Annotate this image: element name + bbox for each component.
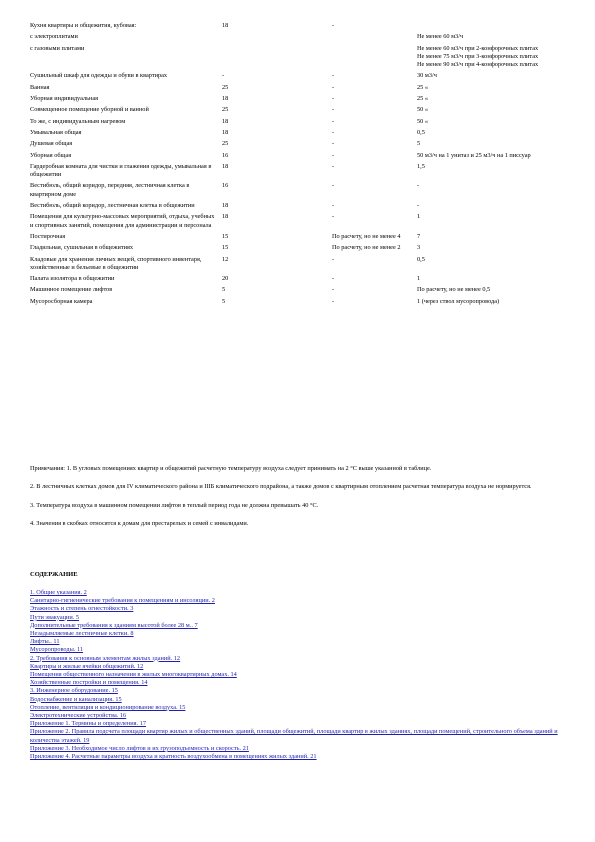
table-row [30,118,575,129]
cell-temperature: 18 [222,95,229,103]
cell-exhaust: По расчету, но не менее 4 [332,232,401,240]
cell-air-exchange: 25 « [417,83,429,91]
cell-room-name: Вестибюль, общий коридор, передняя, лестничная клетка в квартирном доме [30,182,190,198]
table-of-contents [30,589,575,761]
table-row [30,95,575,106]
cell-room-name: Уборная общая [30,151,72,159]
table-row [30,33,575,44]
toc-link[interactable]: Приложение 3. Необходимое число лифтов и их грузоподъемность и скорость. 21 [30,744,249,752]
cell-temperature: 16 [222,151,229,159]
note-3: 3. Температура воздуха в машинном помещении лифтов в теплый период года не должна превышать 40 °С. [30,501,319,509]
cell-air-exchange: 50 м3/ч на 1 унитаз и 25 м3/ч на 1 писсуар [417,151,531,159]
cell-room-name: Душевая общая [30,140,73,148]
cell-temperature: 15 [222,244,229,252]
table-row [30,129,575,140]
cell-temperature: 25 [222,106,229,114]
cell-exhaust: - [332,128,335,136]
parameters-table [30,22,575,309]
toc-title: СОДЕРЖАНИЕ [30,571,78,578]
cell-temperature: 18 [222,213,229,221]
cell-air-exchange: 25 « [417,95,429,103]
cell-temperature: 18 [222,117,229,125]
cell-air-exchange: 50 « [417,106,429,114]
cell-exhaust: - [332,72,335,80]
cell-air-exchange: 30 м3/ч [417,72,437,80]
toc-link[interactable]: 1. Общие указания. 2 [30,589,87,596]
cell-exhaust: - [332,140,335,148]
cell-air-exchange: 50 « [417,117,429,125]
toc-link[interactable]: Мусоропроводы. 11 [30,646,84,654]
cell-room-name: Постирочная [30,232,66,240]
table-row [30,72,575,83]
cell-exhaust: - [332,275,335,283]
cell-air-exchange: - [417,202,420,210]
table-row [30,106,575,117]
table-row [30,256,575,276]
cell-air-exchange: 1,5 [417,162,425,170]
toc-link[interactable]: Приложение 1. Термины и определения. 17 [30,720,146,728]
table-row [30,202,575,213]
cell-room-name: Совмещенное помещение уборной и ванной [30,106,149,114]
cell-room-name: с электроплитами [30,33,78,41]
cell-room-name: с газовыми плитами [30,44,85,52]
cell-temperature: 5 [222,286,226,294]
note-1: Примечания: 1. В угловых помещениях квартир и общежитий расчетную температуру воздуха следует принимать на 2 °С выше указанной в таблице. [30,465,432,472]
cell-room-name: Ванная [30,83,50,91]
cell-exhaust: По расчету, но не менее 2 [332,244,401,252]
cell-temperature: 5 [222,297,226,305]
table-row [30,22,575,33]
toc-link[interactable]: Пути эвакуации. 5 [30,613,80,621]
cell-temperature: 25 [222,83,229,91]
toc-link[interactable]: 3. Инженерное оборудование. 15 [30,687,118,695]
table-row [30,244,575,255]
cell-temperature: 20 [222,275,229,283]
cell-room-name: Машинное помещение лифтов [30,286,113,294]
toc-link[interactable]: 2. Требования к основным элементам жилых зданий. 12 [30,654,181,662]
toc-link[interactable]: Помещения общественного назначения в жилых многоквартирных домах. 14 [30,671,237,679]
table-row [30,213,575,233]
cell-air-exchange: 1 [417,213,421,221]
table-row [30,182,575,202]
cell-exhaust: - [332,22,335,29]
cell-air-exchange [417,22,575,33]
toc-link[interactable]: Незадымляемые лестничные клетки. 8 [30,630,134,638]
cell-exhaust: - [332,202,335,210]
cell-temperature: - [222,72,225,80]
cell-exhaust: - [332,95,335,103]
cell-temperature: 16 [222,182,229,190]
cell-air-exchange: Не менее 60 м3/ч при 2-конфорочных плитах Не менее 75 м3/ч при 3-конфорочных плитах Не менее 90 м3/ч при 4-конфорочных плитах [417,44,539,69]
cell-room-name: То же, с индивидуальным нагревом [30,117,126,125]
notes-section [30,465,570,538]
toc-link[interactable]: Электротехнические устройства. 16 [30,712,127,720]
cell-room-name: Помещения для культурно-массовых мероприятий, отдыха, учебных и спортивных занятий, помещения для администрации и персонала [30,213,215,229]
cell-temperature: 25 [222,140,229,148]
table-row [30,233,575,244]
cell-temperature [222,45,332,73]
cell-exhaust: - [332,83,335,91]
cell-temperature: 18 [222,202,229,210]
table-row [30,140,575,151]
cell-air-exchange: По расчету, но не менее 0,5 [417,286,491,294]
cell-room-name: Гладильная, сушильная в общежитиях [30,244,134,252]
cell-room-name: Уборная индивидуальная [30,95,99,103]
toc-link[interactable]: Этажность и степень огнестойкости. 3 [30,605,134,613]
cell-exhaust: - [332,162,335,170]
toc-link[interactable]: Водоснабжение и канализация. 15 [30,695,122,703]
toc-link[interactable]: Приложение 2. Правила подсчета площади квартир жилых и общественных зданий, площади общежитий, площади квартир в жилых зданиях, площади помещений, строительного объема зданий и количества этажей. 19 [30,728,558,744]
cell-air-exchange: Не менее 60 м3/ч [417,33,464,41]
cell-exhaust [332,45,417,73]
cell-room-name: Кухня квартиры и общежития, кубовая: [30,22,137,29]
toc-link[interactable]: Отопление, вентиляция и кондиционирование воздуха. 15 [30,703,186,711]
cell-temperature: 15 [222,232,229,240]
cell-exhaust: - [332,151,335,159]
cell-room-name: Кладовые для хранения личных вещей, спортивного инвентаря, хозяйственные и бельевые в общежитии [30,255,202,271]
cell-room-name: Вестибюль, общий коридор, лестничная клетка в общежитии [30,202,195,210]
cell-room-name: Гардеробная комната для чистки и глажения одежды, умывальная в общежитии [30,162,212,179]
cell-exhaust: - [332,106,335,114]
table-row [30,152,575,163]
table-row [30,163,575,183]
cell-air-exchange: 0,5 [417,128,425,136]
note-2: 2. В лестничных клетках домов для IV климатического района и IIIБ климатического подрайона, а также домов с квартирным отоплением расчетная температура воздуха не нормируется. [30,483,532,491]
toc-link[interactable]: Санитарно-гигиенические требования к помещениям и инсоляции. 2 [30,597,215,605]
cell-temperature: 18 [222,128,229,136]
cell-exhaust: - [332,286,335,294]
cell-exhaust: - [332,182,335,190]
cell-room-name: Палата изолятора в общежитии [30,275,115,283]
cell-air-exchange: 7 [417,232,421,240]
cell-temperature: 18 [222,22,229,29]
toc-link[interactable]: Приложение 4. Расчетные параметры воздуха и кратность воздухообмена в помещениях жилых зданий. 21 [30,753,317,761]
cell-room-name: Мусоросборная камера [30,297,93,305]
cell-exhaust: - [332,117,335,125]
cell-temperature [222,33,332,44]
cell-temperature: 12 [222,255,229,263]
cell-exhaust: - [332,213,335,221]
note-4: 4. Значения в скобках относятся к домам для престарелых и семей с инвалидами. [30,519,249,527]
cell-air-exchange: 0,5 [417,255,425,263]
cell-air-exchange: 1 (через ствол мусоропровода) [417,297,500,305]
cell-air-exchange: 1 [417,275,421,283]
cell-exhaust: - [332,297,335,305]
table-row [30,275,575,286]
cell-room-name: Умывальная общая [30,128,82,136]
cell-room-name: Сушильный шкаф для одежды и обуви в квартирах [30,72,168,80]
table-row [30,298,575,309]
cell-air-exchange: - [417,182,420,190]
toc-link[interactable]: Квартиры и жилые ячейки общежитий. 12 [30,662,144,670]
cell-exhaust: - [332,255,335,263]
cell-air-exchange: 5 [417,140,421,148]
toc-link[interactable]: Дополнительные требования к зданиям высотой более 28 м.. 7 [30,621,198,629]
cell-temperature: 18 [222,162,229,170]
table-row [30,286,575,297]
table-row [30,45,575,73]
toc-link[interactable]: Лифты.. 11 [30,638,60,646]
cell-exhaust [332,33,417,44]
table-row [30,84,575,95]
cell-air-exchange: 3 [417,244,421,252]
toc-link[interactable]: Хозяйственные постройки и помещения. 14 [30,679,148,687]
